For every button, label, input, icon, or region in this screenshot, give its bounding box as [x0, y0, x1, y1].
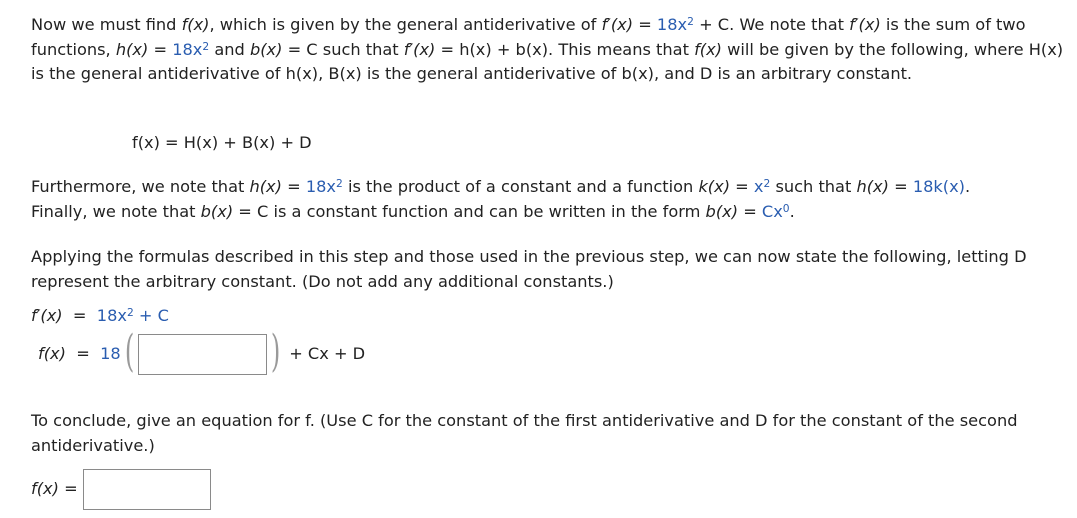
applying-paragraph: Applying the formulas described in this step and those used in the previous step, we can now state the following, letting D represent the arbitrary constant. (Do not add any additional constants.): [31, 247, 1027, 291]
final-answer-input[interactable]: [83, 469, 211, 510]
intro-paragraph: Now we must find f(x), which is given by the general antiderivative of $f'(x) = 18x^2 + C$. We note that f′(x) is the sum of two functions, $h(x) = 18x^2$ and b(x) = C such that f′(x) = h(x) + b(x). This means that f(x) will be given by the following, where H(x) is the general antiderivative of h(x), B(x) is the general antiderivative of b(x), and D is an arbitrary constant.: [31, 15, 1064, 83]
antiderivative-formula: f(x) = H(x) + B(x) + D: [132, 133, 312, 152]
f-equation-partial: f(x) = 18( ) + Cx + D: [38, 325, 366, 377]
fprime-equation: $f'(x) = 18x^2 + C$: [31, 306, 169, 325]
furthermore-paragraph: Furthermore, we note that $h(x) = 18x^2$ is the product of a constant and a function $k(x) = x^2$ such that h(x) = 18k(x). Finally, we note that b(x) = C is a constant function and can be written in the form $b(x) = Cx^0$.: [31, 177, 971, 221]
conclude-paragraph: To conclude, give an equation for f. (Use C for the constant of the first antiderivative and D for the constant of the second antiderivative.): [31, 411, 1018, 455]
final-f-equation: f(x) =: [31, 469, 211, 510]
inner-antiderivative-input[interactable]: [138, 334, 267, 375]
